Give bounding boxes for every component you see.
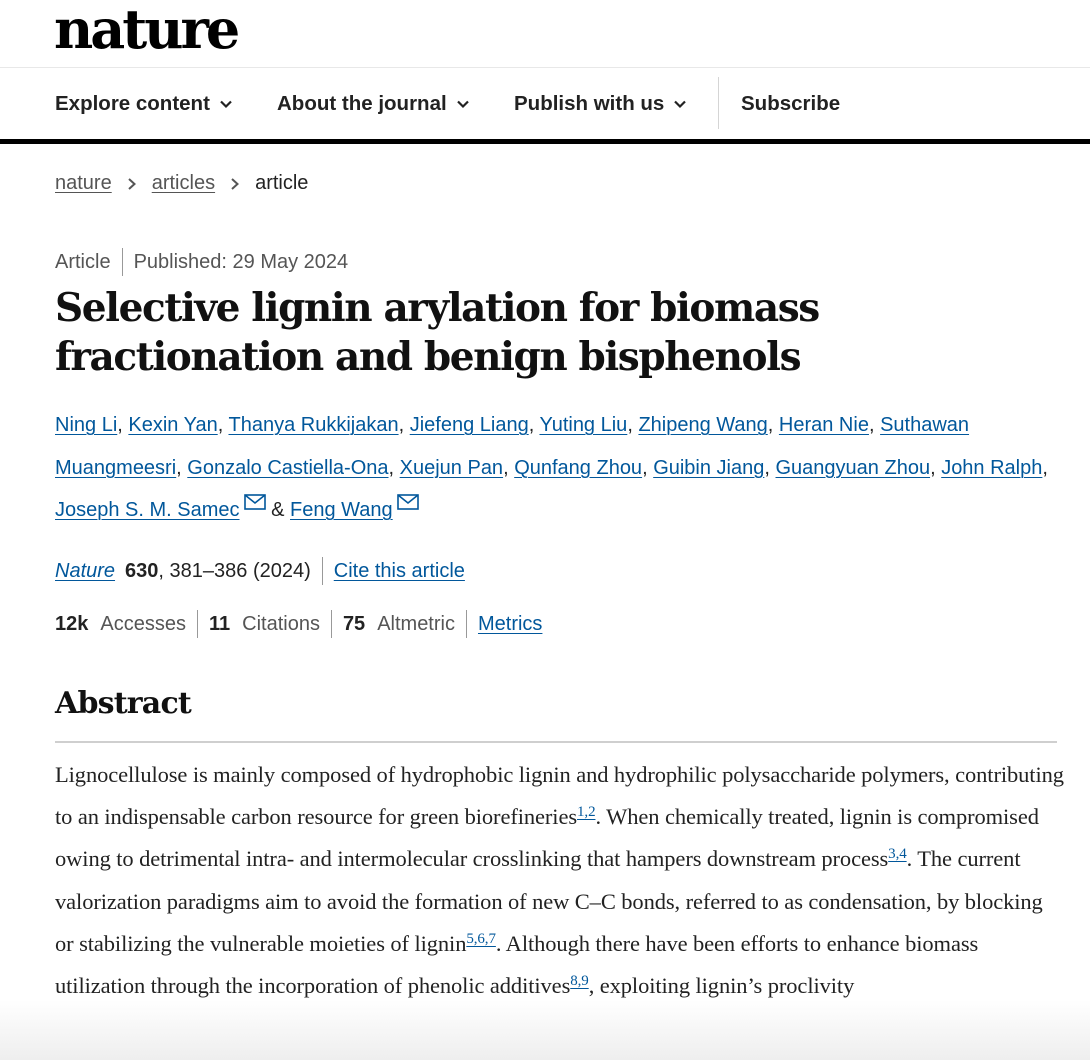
abstract-sentence: . The current valorization paradigms aim to avoid the formation of new C–C bonds, referred to as condensation, by blocking or stabilizing the vulnerable moieties of lignin	[55, 846, 1043, 956]
nav-explore-content[interactable]	[55, 68, 233, 139]
nature-logo[interactable]: nature	[54, 0, 238, 61]
mail-icon[interactable]	[244, 494, 266, 510]
chevron-down-icon	[219, 97, 233, 111]
abstract-sentence: , exploiting lignin’s proclivity	[588, 973, 855, 999]
breadcrumb	[55, 172, 308, 195]
author-link[interactable]: John Ralph	[941, 456, 1043, 479]
author-link[interactable]: Guangyuan Zhou	[775, 456, 931, 479]
breadcrumb-current: article	[255, 172, 309, 194]
abstract-sentence: . When chemically treated, lignin is compromised owing to detrimental intra- and intermolecular crosslinking that hampers downstream process	[55, 804, 1039, 872]
nav-about-journal[interactable]	[277, 68, 470, 139]
abstract-sentence: . Although there have been efforts to enhance biomass utilization through the incorporation of phenolic additives	[55, 930, 979, 999]
author-link[interactable]: Yuting Liu	[539, 414, 628, 436]
author-link[interactable]: Gonzalo Castiella-Ona	[187, 456, 389, 479]
breadcrumb-home[interactable]: nature	[55, 172, 112, 194]
reference-link[interactable]: 5,6,7	[466, 930, 496, 947]
metrics-link[interactable]: Metrics	[477, 612, 543, 635]
abstract-divider	[55, 741, 1057, 743]
author-list: Ning Li, Kexin Yan, Thanya Rukkijakan, Jiefeng Liang, Yuting Liu, Zhipeng Wang, Heran Nie, Suthawan Muangmeesri, Gonzalo Castiella-Ona, Xuejun Pan, Qunfang Zhou, Guibin Jiang, Guangyuan Zhou, John Ralph, Joseph S. M. Samec & Feng Wang	[55, 414, 1048, 521]
reference-superscript	[577, 804, 595, 820]
metrics-divider	[466, 610, 467, 638]
metrics-bar	[55, 610, 542, 638]
cite-this-article-link[interactable]: Cite this article	[333, 559, 465, 582]
author-link[interactable]: Guibin Jiang	[653, 456, 765, 479]
altmetric-score: 75	[342, 612, 366, 635]
volume-number: 630	[125, 559, 159, 582]
citation-divider	[322, 557, 323, 585]
author-link[interactable]: Feng Wang	[290, 499, 393, 521]
breadcrumb-articles[interactable]: articles	[151, 172, 216, 194]
author-link[interactable]: Jiefeng Liang	[409, 414, 529, 436]
altmetric-label: Altmetric	[377, 612, 455, 635]
article-title: Selective lignin arylation for biomass fractionation and benign bisphenols	[55, 285, 819, 380]
citations-count: 11	[208, 612, 231, 635]
author-link[interactable]: Thanya Rukkijakan	[228, 414, 399, 436]
reference-link[interactable]: 3,4	[888, 846, 907, 863]
abstract-sentence: Lignocellulose is mainly composed of hydrophobic lignin and hydrophilic polysaccharide polymers, contributing to an indispensable carbon resource for green biorefineries	[55, 762, 1064, 830]
chevron-down-icon	[673, 97, 687, 111]
article-type: Article	[55, 250, 111, 273]
citations-label: Citations	[242, 612, 320, 635]
nav-publish-label: Publish with us	[514, 91, 665, 115]
author-link[interactable]: Xuejun Pan	[399, 456, 504, 479]
abstract-text	[55, 754, 1065, 1007]
nav-publish-with-us[interactable]	[514, 68, 687, 139]
main-nav	[0, 68, 1090, 144]
article-meta	[55, 248, 348, 276]
author-link[interactable]: Kexin Yan	[128, 414, 218, 436]
bottom-fade	[0, 1000, 1090, 1060]
reference-superscript	[888, 846, 906, 862]
site-header	[0, 0, 1090, 68]
author-link[interactable]: Ning Li	[55, 414, 118, 436]
reference-superscript	[466, 931, 496, 947]
author-ampersand: &	[271, 499, 285, 521]
nav-divider	[718, 77, 719, 129]
nav-explore-label: Explore content	[55, 91, 210, 115]
author-link[interactable]: Zhipeng Wang	[638, 414, 768, 436]
author-link[interactable]: Qunfang Zhou	[514, 456, 643, 479]
accesses-count: 12k	[55, 612, 89, 635]
journal-link[interactable]: Nature	[55, 559, 116, 582]
abstract-heading: Abstract	[55, 686, 191, 721]
chevron-down-icon	[456, 97, 470, 111]
chevron-right-icon	[126, 177, 138, 191]
nav-subscribe[interactable]: Subscribe	[741, 91, 841, 115]
chevron-right-icon	[229, 177, 241, 191]
nav-about-label: About the journal	[277, 91, 447, 115]
reference-link[interactable]: 8,9	[570, 973, 589, 990]
metrics-divider	[197, 610, 198, 638]
metrics-divider	[331, 610, 332, 638]
published-date: Published: 29 May 2024	[133, 250, 349, 273]
citation-line	[55, 557, 465, 585]
meta-divider	[122, 248, 123, 276]
author-link[interactable]: Suthawan Muangmeesri	[55, 414, 970, 479]
accesses-label: Accesses	[100, 612, 186, 635]
author-link[interactable]: Heran Nie	[778, 414, 869, 436]
pages-year: , 381–386 (2024)	[158, 559, 311, 582]
reference-link[interactable]: 1,2	[577, 804, 596, 821]
mail-icon[interactable]	[397, 494, 419, 510]
author-link[interactable]: Joseph S. M. Samec	[55, 499, 240, 521]
reference-superscript	[570, 973, 588, 989]
